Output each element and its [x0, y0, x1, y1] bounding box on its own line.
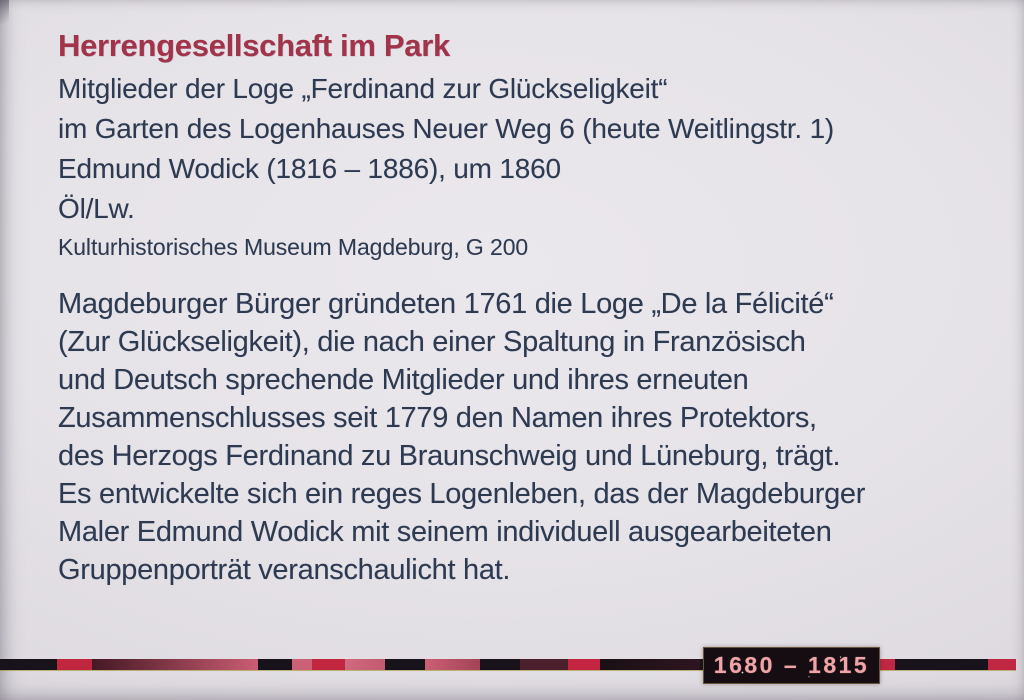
strip-segment: [292, 659, 312, 670]
body-line: (Zur Glückseligkeit), die nach einer Spaltung in Französisch: [58, 326, 806, 358]
strip-segment: [57, 659, 92, 670]
timeline-period-box: [703, 647, 880, 684]
strip-segment: [425, 659, 480, 670]
body-line: Es entwickelte sich ein reges Logenleben, das der Magdeburger: [58, 478, 866, 510]
strip-segment: [895, 659, 988, 670]
body-line: und Deutsch sprechende Mitglieder und ihres erneuten: [58, 364, 749, 396]
strip-segment: [258, 659, 292, 670]
caption-line-medium: Öl/Lw.: [58, 193, 135, 224]
strip-segment: [480, 659, 520, 670]
photo-corner-shadow: [0, 0, 9, 30]
strip-segment: [385, 659, 425, 670]
body-line: Maler Edmund Wodick mit seinem individuell ausgearbeiteten: [58, 516, 832, 548]
strip-segment: [600, 659, 700, 670]
timeline-period-label: 1680 – 1815: [713, 652, 870, 678]
credit-line: Kulturhistorisches Museum Magdeburg, G 200: [58, 234, 529, 260]
caption-line-location: im Garten des Logenhauses Neuer Weg 6 (heute Weitlingstr. 1): [58, 113, 835, 144]
strip-segment: [520, 659, 568, 670]
label-content: [58, 0, 998, 589]
body-line: Zusammenschlusses seit 1779 den Namen ihres Protektors,: [58, 402, 817, 434]
body-line: Magdeburger Bürger gründeten 1761 die Loge „De la Félicité“: [58, 288, 834, 320]
caption-line-subject: Mitglieder der Loge „Ferdinand zur Glückseligkeit“: [58, 73, 668, 104]
strip-segment: [878, 659, 895, 670]
body-line: Gruppenporträt veranschaulicht hat.: [58, 554, 511, 586]
strip-segment: [345, 659, 385, 670]
object-caption: [58, 69, 998, 265]
strip-segment: [0, 659, 57, 670]
caption-line-artist: Edmund Wodick (1816 – 1886), um 1860: [58, 153, 561, 184]
strip-segment: [988, 659, 1016, 670]
label-title: Herrengesellschaft im Park: [58, 28, 450, 63]
strip-segment: [92, 659, 258, 670]
strip-segment: [312, 659, 345, 670]
body-line: des Herzogs Ferdinand zu Braunschweig und Lüneburg, trägt.: [58, 440, 841, 472]
strip-segment: [568, 659, 600, 670]
description-paragraph: [58, 285, 998, 589]
